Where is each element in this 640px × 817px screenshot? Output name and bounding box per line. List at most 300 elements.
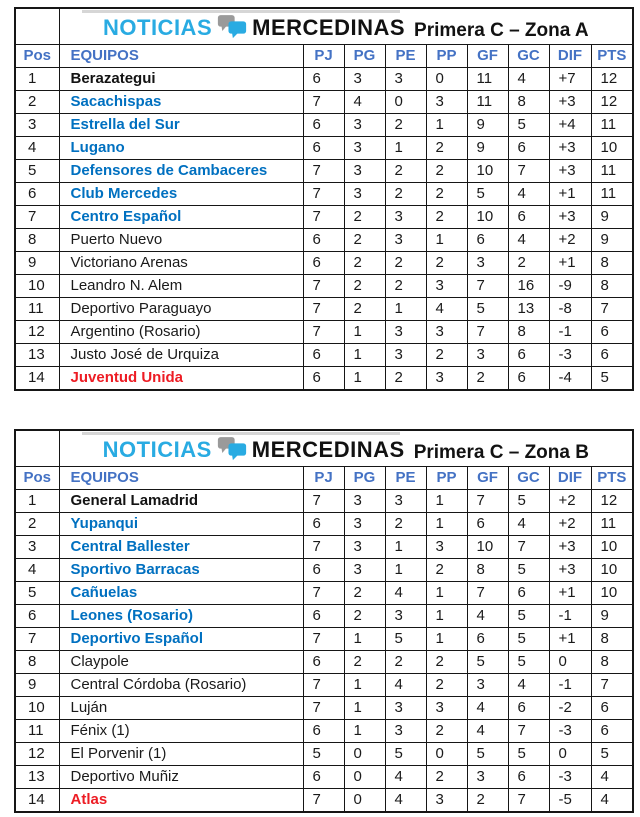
gf-cell: 6: [467, 229, 508, 252]
table-row: [15, 628, 633, 651]
logo-image-edge: [82, 10, 400, 13]
zona-b-rows: [15, 490, 633, 813]
pe-cell: 3: [385, 490, 426, 513]
gf-cell: 5: [467, 651, 508, 674]
dif-cell: 0: [549, 743, 591, 766]
pg-cell: 3: [344, 68, 385, 91]
pp-cell: 2: [426, 137, 467, 160]
gc-cell: 5: [508, 114, 549, 137]
team-name-cell: Justo José de Urquiza: [59, 344, 303, 367]
pj-cell: 7: [303, 697, 344, 720]
pp-cell: 1: [426, 490, 467, 513]
pts-cell: 5: [591, 367, 633, 391]
pe-cell: 3: [385, 697, 426, 720]
team-name-cell: Yupanqui: [59, 513, 303, 536]
gf-cell: 7: [467, 275, 508, 298]
gc-cell: 5: [508, 559, 549, 582]
pts-cell: 12: [591, 490, 633, 513]
pj-cell: 7: [303, 275, 344, 298]
team-name-cell: Leandro N. Alem: [59, 275, 303, 298]
gc-cell: 5: [508, 605, 549, 628]
position-cell: 2: [15, 91, 59, 114]
zone-a-title: Primera C – Zona A: [414, 20, 589, 41]
pg-cell: 2: [344, 275, 385, 298]
position-cell: 13: [15, 766, 59, 789]
gf-cell: 7: [467, 490, 508, 513]
dif-cell: -4: [549, 367, 591, 391]
pg-cell: 1: [344, 697, 385, 720]
gf-cell: 10: [467, 536, 508, 559]
position-cell: 6: [15, 605, 59, 628]
table-row: [15, 298, 633, 321]
pe-cell: 3: [385, 229, 426, 252]
position-cell: 10: [15, 697, 59, 720]
team-name-cell: Defensores de Cambaceres: [59, 160, 303, 183]
position-cell: 8: [15, 651, 59, 674]
dif-cell: -3: [549, 766, 591, 789]
table-row: [15, 137, 633, 160]
pe-cell: 5: [385, 743, 426, 766]
gf-cell: 3: [467, 766, 508, 789]
position-cell: 11: [15, 720, 59, 743]
pj-cell: 6: [303, 68, 344, 91]
gf-cell: 4: [467, 720, 508, 743]
table-row: [15, 183, 633, 206]
gc-cell: 6: [508, 137, 549, 160]
dif-cell: -1: [549, 321, 591, 344]
gf-cell: 3: [467, 252, 508, 275]
col-header-pg: PG: [344, 467, 385, 490]
gc-cell: 5: [508, 490, 549, 513]
pj-cell: 6: [303, 229, 344, 252]
dif-cell: +3: [549, 137, 591, 160]
noticias-text: NOTICIAS: [103, 15, 213, 40]
dif-cell: -3: [549, 344, 591, 367]
pts-cell: 11: [591, 183, 633, 206]
gc-cell: 5: [508, 651, 549, 674]
pp-cell: 1: [426, 513, 467, 536]
gf-cell: 5: [467, 298, 508, 321]
pp-cell: 4: [426, 298, 467, 321]
dif-cell: +7: [549, 68, 591, 91]
pg-cell: 1: [344, 321, 385, 344]
pe-cell: 2: [385, 252, 426, 275]
dif-cell: +1: [549, 628, 591, 651]
position-cell: 6: [15, 183, 59, 206]
pe-cell: 3: [385, 605, 426, 628]
dif-cell: +4: [549, 114, 591, 137]
zone-b-title: Primera C – Zona B: [413, 442, 589, 463]
pp-cell: 3: [426, 91, 467, 114]
gc-cell: 4: [508, 68, 549, 91]
table-row: [15, 720, 633, 743]
pts-cell: 10: [591, 536, 633, 559]
dif-cell: -1: [549, 605, 591, 628]
pj-cell: 7: [303, 298, 344, 321]
col-header-gf: GF: [467, 45, 508, 68]
table-row: [15, 743, 633, 766]
pj-cell: 5: [303, 743, 344, 766]
table-row: [15, 559, 633, 582]
table-row: [15, 697, 633, 720]
col-header-gf: GF: [467, 467, 508, 490]
table-row: [15, 513, 633, 536]
pg-cell: 3: [344, 137, 385, 160]
pg-cell: 0: [344, 789, 385, 813]
table-row: [15, 68, 633, 91]
zona-a-rows: [15, 68, 633, 391]
col-header-pe: PE: [385, 467, 426, 490]
pe-cell: 1: [385, 298, 426, 321]
pe-cell: 4: [385, 789, 426, 813]
position-cell: 9: [15, 674, 59, 697]
standings-table-zona-b: [14, 429, 634, 813]
pp-cell: 3: [426, 321, 467, 344]
team-name-cell: Luján: [59, 697, 303, 720]
pj-cell: 6: [303, 605, 344, 628]
gc-cell: 4: [508, 513, 549, 536]
banner-row-zona-b: [15, 430, 633, 467]
pe-cell: 2: [385, 513, 426, 536]
gf-cell: 7: [467, 321, 508, 344]
pts-cell: 11: [591, 160, 633, 183]
position-cell: 12: [15, 743, 59, 766]
col-header-pp: PP: [426, 45, 467, 68]
pp-cell: 3: [426, 367, 467, 391]
pg-cell: 0: [344, 743, 385, 766]
table-row: [15, 91, 633, 114]
position-cell: 13: [15, 344, 59, 367]
pts-cell: 7: [591, 674, 633, 697]
pg-cell: 3: [344, 513, 385, 536]
gc-cell: 6: [508, 766, 549, 789]
table-row: [15, 651, 633, 674]
position-cell: 4: [15, 559, 59, 582]
gf-cell: 9: [467, 137, 508, 160]
dif-cell: -5: [549, 789, 591, 813]
pp-cell: 1: [426, 582, 467, 605]
pj-cell: 7: [303, 321, 344, 344]
gf-cell: 10: [467, 206, 508, 229]
pp-cell: 1: [426, 605, 467, 628]
pts-cell: 9: [591, 229, 633, 252]
pg-cell: 3: [344, 160, 385, 183]
gc-cell: 2: [508, 252, 549, 275]
pe-cell: 4: [385, 674, 426, 697]
table-row: [15, 536, 633, 559]
pj-cell: 6: [303, 114, 344, 137]
pg-cell: 1: [344, 628, 385, 651]
position-cell: 1: [15, 490, 59, 513]
team-name-cell: Claypole: [59, 651, 303, 674]
pj-cell: 7: [303, 789, 344, 813]
gc-cell: 5: [508, 628, 549, 651]
gf-cell: 11: [467, 68, 508, 91]
dif-cell: +1: [549, 252, 591, 275]
table-row: [15, 490, 633, 513]
pe-cell: 0: [385, 91, 426, 114]
noticias-mercedinas-logo: [103, 433, 405, 467]
speech-bubbles-icon: [217, 436, 247, 467]
pg-cell: 3: [344, 559, 385, 582]
pts-cell: 6: [591, 344, 633, 367]
pj-cell: 7: [303, 490, 344, 513]
gf-cell: 8: [467, 559, 508, 582]
pe-cell: 2: [385, 367, 426, 391]
pj-cell: 7: [303, 206, 344, 229]
gf-cell: 2: [467, 367, 508, 391]
team-name-cell: General Lamadrid: [59, 490, 303, 513]
pp-cell: 0: [426, 743, 467, 766]
gf-cell: 6: [467, 513, 508, 536]
gf-cell: 6: [467, 628, 508, 651]
table-row: [15, 766, 633, 789]
dif-cell: +3: [549, 536, 591, 559]
pp-cell: 2: [426, 252, 467, 275]
col-header-pg: PG: [344, 45, 385, 68]
pe-cell: 3: [385, 344, 426, 367]
pp-cell: 2: [426, 206, 467, 229]
dif-cell: +1: [549, 183, 591, 206]
pg-cell: 2: [344, 206, 385, 229]
pp-cell: 3: [426, 789, 467, 813]
pp-cell: 1: [426, 628, 467, 651]
gc-cell: 6: [508, 582, 549, 605]
noticias-mercedinas-logo: [103, 11, 405, 45]
pe-cell: 3: [385, 321, 426, 344]
pp-cell: 3: [426, 275, 467, 298]
team-name-cell: Sportivo Barracas: [59, 559, 303, 582]
dif-cell: +2: [549, 513, 591, 536]
position-cell: 11: [15, 298, 59, 321]
banner-cell: [59, 8, 633, 45]
page: [0, 7, 640, 813]
table-row: [15, 321, 633, 344]
gc-cell: 7: [508, 789, 549, 813]
pg-cell: 2: [344, 582, 385, 605]
pj-cell: 7: [303, 582, 344, 605]
banner-spacer-cell: [15, 8, 59, 45]
table-row: [15, 160, 633, 183]
pe-cell: 5: [385, 628, 426, 651]
team-name-cell: Deportivo Muñiz: [59, 766, 303, 789]
team-name-cell: Centro Español: [59, 206, 303, 229]
dif-cell: 0: [549, 651, 591, 674]
pts-cell: 4: [591, 789, 633, 813]
col-header-pj: PJ: [303, 467, 344, 490]
pg-cell: 0: [344, 766, 385, 789]
table-row: [15, 344, 633, 367]
pe-cell: 1: [385, 137, 426, 160]
pts-cell: 8: [591, 651, 633, 674]
team-name-cell: Juventud Unida: [59, 367, 303, 391]
gf-cell: 10: [467, 160, 508, 183]
gf-cell: 4: [467, 697, 508, 720]
pe-cell: 3: [385, 720, 426, 743]
speech-bubbles-icon: [217, 14, 247, 45]
col-header-pj: PJ: [303, 45, 344, 68]
dif-cell: -8: [549, 298, 591, 321]
table-row: [15, 114, 633, 137]
pts-cell: 5: [591, 743, 633, 766]
gc-cell: 6: [508, 697, 549, 720]
pe-cell: 1: [385, 536, 426, 559]
pts-cell: 9: [591, 206, 633, 229]
pe-cell: 4: [385, 582, 426, 605]
col-header-equipos: EQUIPOS: [59, 45, 303, 68]
gc-cell: 4: [508, 183, 549, 206]
position-cell: 9: [15, 252, 59, 275]
position-cell: 10: [15, 275, 59, 298]
pg-cell: 2: [344, 605, 385, 628]
table-row: [15, 252, 633, 275]
pts-cell: 6: [591, 720, 633, 743]
position-cell: 7: [15, 628, 59, 651]
table-row: [15, 582, 633, 605]
pj-cell: 7: [303, 674, 344, 697]
pj-cell: 6: [303, 559, 344, 582]
pe-cell: 2: [385, 651, 426, 674]
pts-cell: 4: [591, 766, 633, 789]
col-header-pp: PP: [426, 467, 467, 490]
team-name-cell: Leones (Rosario): [59, 605, 303, 628]
dif-cell: +2: [549, 490, 591, 513]
dif-cell: +3: [549, 206, 591, 229]
pj-cell: 7: [303, 536, 344, 559]
gc-cell: 6: [508, 367, 549, 391]
pe-cell: 4: [385, 766, 426, 789]
pj-cell: 7: [303, 183, 344, 206]
pe-cell: 1: [385, 559, 426, 582]
table-row: [15, 206, 633, 229]
table-row: [15, 367, 633, 391]
pe-cell: 3: [385, 68, 426, 91]
table-row: [15, 605, 633, 628]
team-name-cell: Cañuelas: [59, 582, 303, 605]
team-name-cell: Puerto Nuevo: [59, 229, 303, 252]
pg-cell: 4: [344, 91, 385, 114]
position-cell: 14: [15, 367, 59, 391]
pg-cell: 1: [344, 367, 385, 391]
standings-table-zona-a: [14, 7, 634, 391]
logo-image-edge: [82, 432, 400, 435]
col-header-equipos: EQUIPOS: [59, 467, 303, 490]
gc-cell: 7: [508, 160, 549, 183]
table-row: [15, 275, 633, 298]
pts-cell: 12: [591, 68, 633, 91]
mercedinas-text: MERCEDINAS: [251, 437, 405, 462]
pts-cell: 8: [591, 628, 633, 651]
pg-cell: 2: [344, 651, 385, 674]
position-cell: 2: [15, 513, 59, 536]
pg-cell: 2: [344, 298, 385, 321]
team-name-cell: Club Mercedes: [59, 183, 303, 206]
pj-cell: 7: [303, 91, 344, 114]
pp-cell: 1: [426, 229, 467, 252]
pts-cell: 11: [591, 513, 633, 536]
team-name-cell: Deportivo Paraguayo: [59, 298, 303, 321]
pj-cell: 6: [303, 137, 344, 160]
team-name-cell: Fénix (1): [59, 720, 303, 743]
pp-cell: 2: [426, 674, 467, 697]
pts-cell: 12: [591, 91, 633, 114]
gc-cell: 5: [508, 743, 549, 766]
dif-cell: +3: [549, 160, 591, 183]
banner-cell: [59, 430, 633, 467]
team-name-cell: Atlas: [59, 789, 303, 813]
col-header-gc: GC: [508, 467, 549, 490]
pj-cell: 6: [303, 513, 344, 536]
pg-cell: 2: [344, 252, 385, 275]
noticias-text: NOTICIAS: [102, 437, 212, 462]
position-cell: 3: [15, 536, 59, 559]
team-name-cell: Argentino (Rosario): [59, 321, 303, 344]
gc-cell: 16: [508, 275, 549, 298]
col-header-pts: PTS: [591, 467, 633, 490]
table-row: [15, 789, 633, 813]
pp-cell: 1: [426, 114, 467, 137]
pts-cell: 6: [591, 321, 633, 344]
pp-cell: 3: [426, 536, 467, 559]
team-name-cell: Lugano: [59, 137, 303, 160]
position-cell: 5: [15, 160, 59, 183]
gc-cell: 7: [508, 720, 549, 743]
pg-cell: 1: [344, 720, 385, 743]
team-name-cell: Sacachispas: [59, 91, 303, 114]
dif-cell: -2: [549, 697, 591, 720]
pg-cell: 3: [344, 114, 385, 137]
dif-cell: +3: [549, 559, 591, 582]
team-name-cell: Deportivo Español: [59, 628, 303, 651]
pts-cell: 10: [591, 582, 633, 605]
gf-cell: 5: [467, 743, 508, 766]
pj-cell: 6: [303, 720, 344, 743]
pg-cell: 3: [344, 183, 385, 206]
pg-cell: 3: [344, 490, 385, 513]
pj-cell: 7: [303, 628, 344, 651]
gc-cell: 4: [508, 674, 549, 697]
team-name-cell: Berazategui: [59, 68, 303, 91]
pts-cell: 11: [591, 114, 633, 137]
gc-cell: 13: [508, 298, 549, 321]
col-header-dif: DIF: [549, 467, 591, 490]
table-row: [15, 229, 633, 252]
col-header-pos: Pos: [15, 45, 59, 68]
pe-cell: 2: [385, 114, 426, 137]
pe-cell: 2: [385, 183, 426, 206]
gc-cell: 4: [508, 229, 549, 252]
pp-cell: 3: [426, 697, 467, 720]
pj-cell: 6: [303, 252, 344, 275]
pp-cell: 0: [426, 68, 467, 91]
pe-cell: 2: [385, 160, 426, 183]
pg-cell: 1: [344, 344, 385, 367]
dif-cell: +2: [549, 229, 591, 252]
gf-cell: 2: [467, 789, 508, 813]
gf-cell: 4: [467, 605, 508, 628]
dif-cell: -1: [549, 674, 591, 697]
pj-cell: 6: [303, 367, 344, 391]
pts-cell: 8: [591, 252, 633, 275]
col-header-pe: PE: [385, 45, 426, 68]
pts-cell: 10: [591, 137, 633, 160]
team-name-cell: Victoriano Arenas: [59, 252, 303, 275]
pts-cell: 7: [591, 298, 633, 321]
gc-cell: 8: [508, 91, 549, 114]
col-header-pos: Pos: [15, 467, 59, 490]
team-name-cell: Central Córdoba (Rosario): [59, 674, 303, 697]
gc-cell: 6: [508, 206, 549, 229]
